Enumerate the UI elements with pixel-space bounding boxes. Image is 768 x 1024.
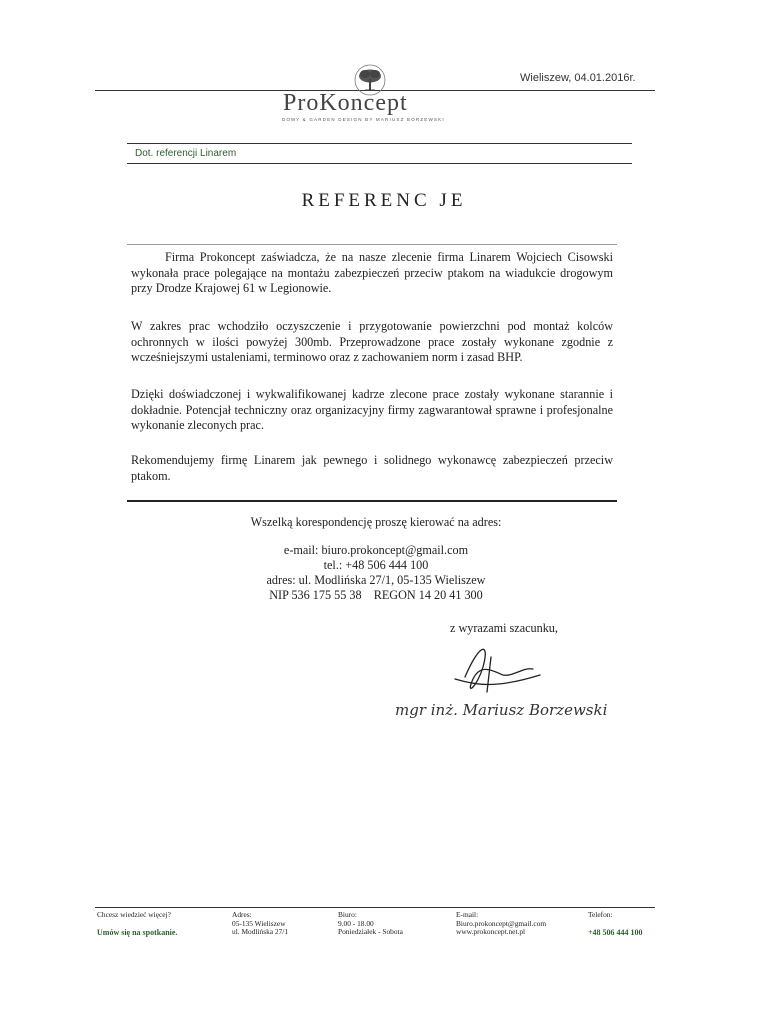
footer-office-days: Poniedziałek - Sobota: [338, 927, 403, 937]
footer-phone-number[interactable]: +48 506 444 100: [588, 927, 643, 937]
footer-email-label: E-mail:: [456, 910, 479, 919]
footer-address-label: Adres:: [232, 910, 252, 919]
brand-logo-text: ProKoncept: [283, 90, 408, 116]
footer-office-label: Biuro:: [338, 910, 357, 919]
footer-col-address: [232, 911, 288, 937]
paragraph-4: Rekomendujemy firmę Linarem jak pewnego i solidnego wykonawcę zabezpieczeń przeciw ptakom.: [131, 453, 613, 483]
footer-col-phone: [588, 911, 643, 937]
footer-office-hours: 9.00 - 18.00: [338, 918, 374, 928]
closing-regards: z wyrazami szacunku,: [450, 621, 558, 635]
contact-ids: NIP 536 175 55 38 REGON 14 20 41 300: [269, 588, 483, 602]
contact-address: adres: ul. Modlińska 27/1, 05-135 Wieliszew: [266, 573, 486, 587]
footer-website-link[interactable]: www.prokoncept.net.pl: [456, 927, 526, 937]
footer-col-office: [338, 911, 403, 937]
body-rule-bottom: [127, 500, 617, 502]
signature-image: [395, 637, 625, 727]
body-rule-top: [127, 244, 617, 245]
paragraph-2: W zakres prac wchodziło oczyszczenie i przygotowanie powierzchni pod montaż kolców ochronnych w ilości powyżej 300mb. Przeprowadzone prace zostały wykonane zgodnie z wcześniejszymi ustaleniami, terminowo oraz z zachowaniem norm i zasad BHP.: [131, 319, 613, 364]
subject-rule-bottom: [127, 163, 632, 164]
contact-email: e-mail: biuro.prokoncept@gmail.com: [283, 543, 469, 557]
footer-more-info: Chcesz wiedzieć więcej?: [97, 910, 171, 919]
footer-meeting-cta[interactable]: Umów się na spotkanie.: [97, 927, 178, 937]
subject-line: Dot. referencji Linarem: [135, 148, 237, 159]
contact-intro: Wszelką korespondencję proszę kierować na adres:: [250, 515, 502, 529]
contact-phone: tel.: +48 506 444 100: [323, 558, 429, 572]
footer-address-city: 05-135 Wieliszew: [232, 918, 286, 928]
subject-rule-top: [127, 143, 632, 144]
footer-rule: [95, 907, 655, 908]
signature-name: mgr inż. Mariusz Borzewski: [395, 701, 608, 719]
paragraph-1: Firma Prokoncept zaświadcza, że na nasze zlecenie firma Linarem Wojciech Cisowski wykonała prace polegające na montażu zabezpieczeń przeciw ptakom na wiadukcie drogowym przy Drodze Krajowej 61 w Legionowie.: [131, 250, 613, 295]
brand-tagline: DOMY & GARDEN DESIGN BY MARIUSZ BORZEWSKI: [282, 117, 445, 122]
paragraph-3: Dzięki doświadczonej i wykwalifikowanej kadrze zlecone prace zostały wykonane starannie i dokładnie. Potencjał techniczny oraz organizacyjny firmy zagwarantował sprawne i profesjonalne wykonanie zleconych prac.: [131, 387, 613, 432]
document-title: REFERENC JE: [301, 190, 467, 211]
footer-col-email: [456, 911, 546, 937]
contact-block: [0, 543, 752, 603]
footer-col-meet: [97, 911, 177, 937]
footer-address-street: ul. Modlińska 27/1: [232, 927, 289, 937]
footer-email-link[interactable]: Biuro.prokoncept@gmail.com: [456, 918, 547, 928]
letter-date: Wieliszew, 04.01.2016r.: [520, 72, 636, 84]
footer-phone-label: Telefon:: [588, 910, 613, 919]
